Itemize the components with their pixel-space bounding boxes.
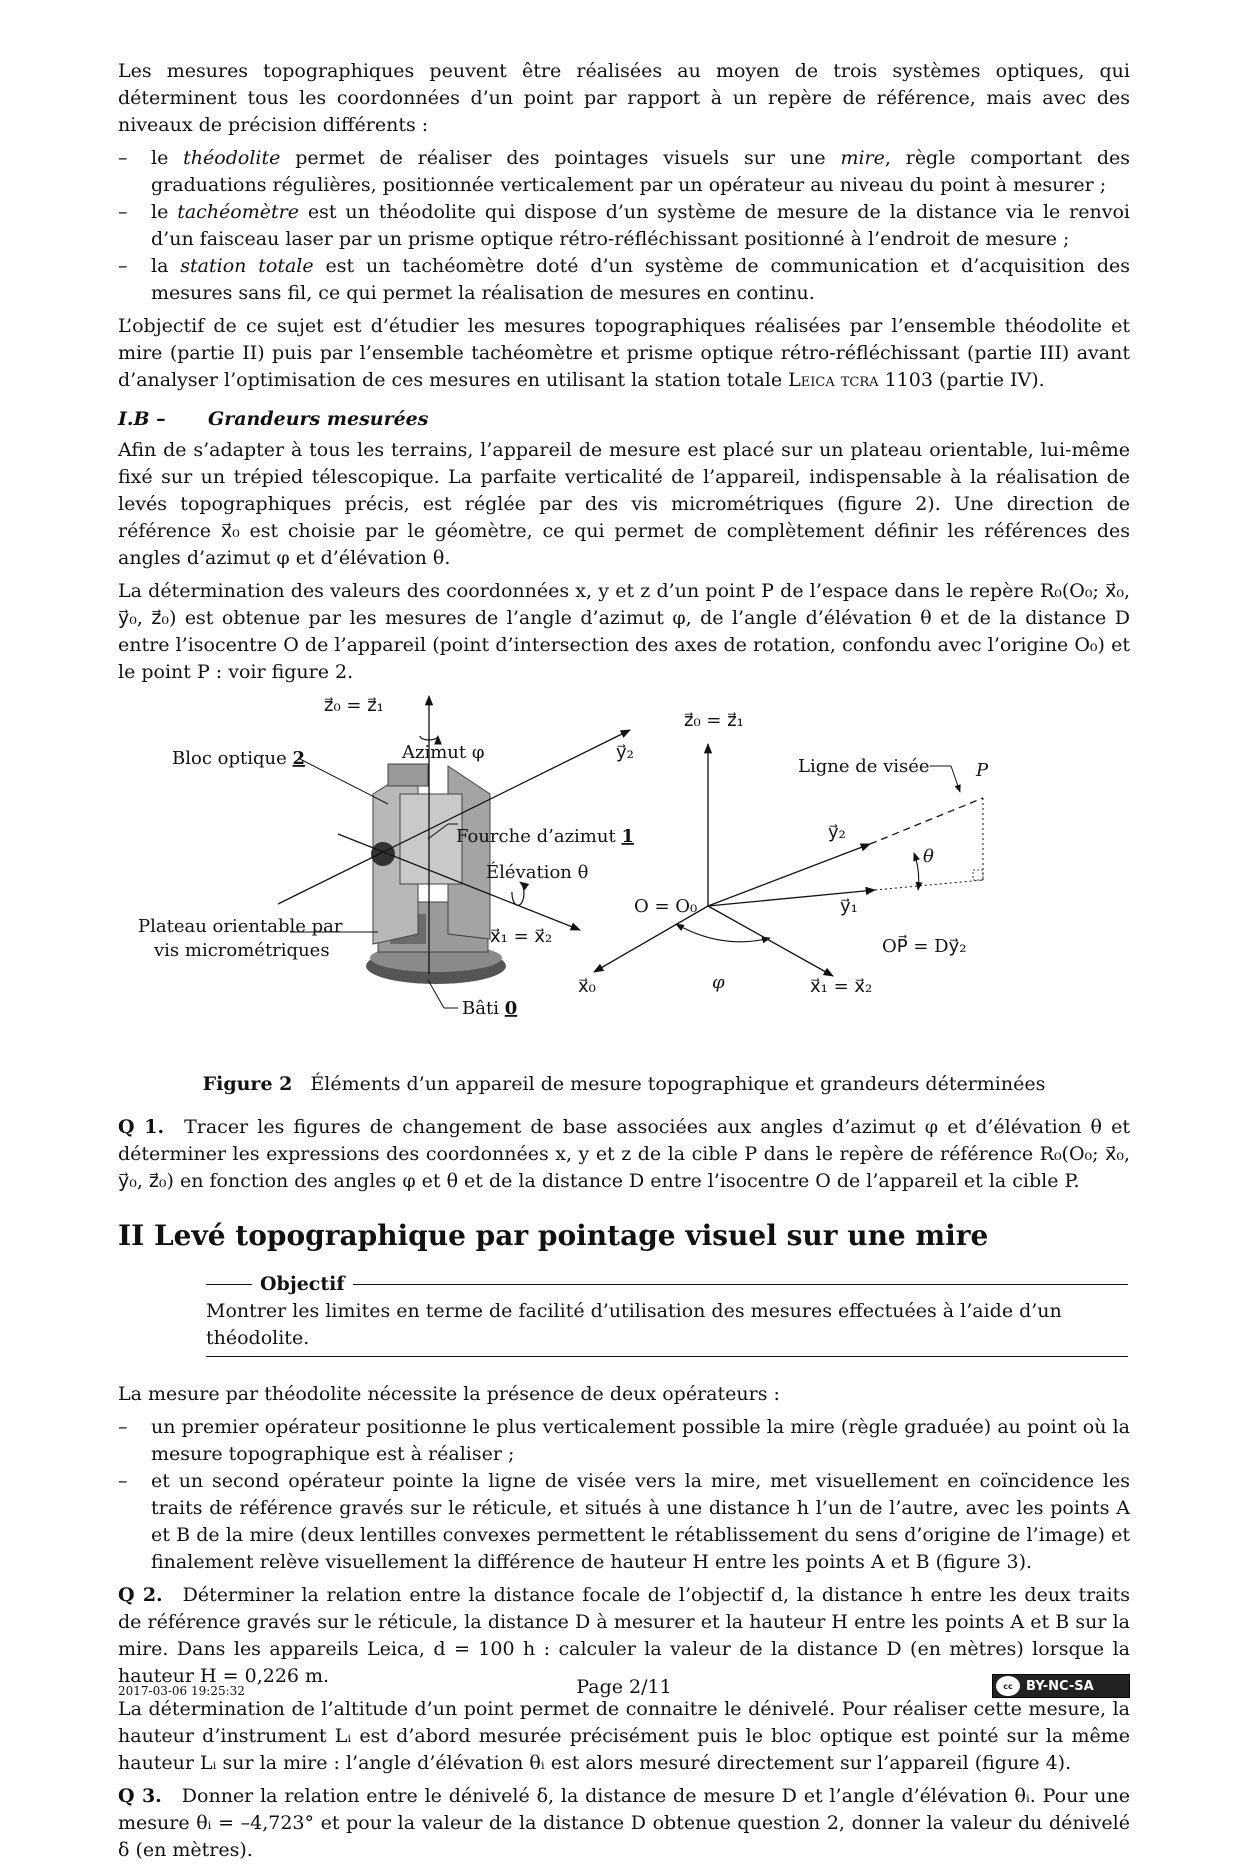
elevation-rotation-arrow [512,882,524,905]
section-ib-paragraph-2: La détermination des valeurs des coordonnées x, y et z d’un point P de l’espace dans le repère R₀(O₀; x⃗₀, y⃗₀, z⃗₀) est obtenue par les mesures de l’angle d’azimut φ, de l’angle d’élévation θ et de la distance D entre l’isocentre O de l’appareil (point d’intersection des axes de rotation, confondu avec l’origine O₀) et le point P : voir figure 2. [118,580,1130,683]
section-ii-paragraph-1: La mesure par théodolite nécessite la présence de deux opérateurs : [118,1383,780,1405]
right-y1-label: y⃗₁ [840,896,858,917]
left-z-label: z⃗₀ = z⃗₁ [324,695,384,716]
elevation-label: Élévation θ [486,862,589,883]
bati-leader [428,980,444,1008]
lens [371,842,395,866]
section-ii-paragraph-2: La détermination de l’altitude d’un point permet de connaitre le dénivelé. Pour réaliser cette mesure, la hauteur d’instrument Lᵢ est d’abord mesurée précisément puis le bloc optique est pointé sur la même hauteur Lᵢ sur la mire : l’angle d’élévation θᵢ est alors mesuré directement sur l’appareil (figure 4). [118,1698,1130,1774]
objectif-text: Montrer les limites en terme de facilité d’utilisation des mesures effectuées à l’aide d’un théodolite. [206,1298,1128,1357]
page-number: Page 2/11 [576,1676,672,1698]
instrument-illustration [366,764,506,984]
license-badge: cc BY-NC-SA [992,1674,1130,1698]
theta-label: θ [923,846,934,867]
figure-2-caption: Figure 2 Éléments d’un appareil de mesure topographique et grandeurs déterminées [202,1073,1046,1095]
bati-label: Bâti 0 [462,998,518,1019]
point-p-label: P [976,760,989,781]
top-handle [388,764,428,786]
fourche-label: Fourche d’azimut 1 [456,826,634,847]
creative-commons-icon: cc [996,1676,1020,1696]
section-ib-paragraph-1: Afin de s’adapter à tous les terrains, l’appareil de mesure est placé sur un plateau orientable, lui-même fixé sur un trépied télescopique. La parfaite verticalité de l’appareil, indispensable à la réalisation de levés topographiques précis, est réglée par des vis micrométriques (figure 2). Une direction de référence x⃗₀ est choisie par le géomètre, ce qui permet de complètement définir les références des angles d’azimut φ et d’élévation θ. [118,439,1130,569]
page-content [118,58,1130,1870]
origin-label: O = O₀ [634,896,698,917]
operator-list [118,1414,1130,1576]
section-ii-title: II Levé topographique par pointage visuel sur une mire [118,1219,989,1252]
intro-paragraph: Les mesures topographiques peuvent être réalisées au moyen de trois systèmes optiques, qui déterminent tous les coordonnées d’un point par rapport à un repère de référence, mais avec des niveaux de précision différents : [118,60,1130,136]
y1-projection [875,880,983,890]
right-x0-label: x⃗₀ [578,976,596,997]
page-footer [118,1674,1130,1698]
figure-2-diagram [118,694,1130,1069]
list-item: – et un second opérateur pointe la ligne de visée vers la mire, met visuellement en coïncidence les traits de référence gravés sur le réticule, et situés à une distance h l’un de l’autre, avec les points A et B de la mire (deux lentilles convexes permettent le rétablissement du sens d’origine de l’image) et finalement relève visuellement la différence de hauteur H entre les points A et B (figure 3). [118,1468,1130,1576]
bloc-optique-leader [298,758,388,804]
left-x-label: x⃗₁ = x⃗₂ [490,926,553,947]
question-3: Q 3. Donner la relation entre le dénivelé δ, la distance de mesure D et l’angle d’élévation θᵢ. Pour une mesure θᵢ = –4,723° et pour la valeur de la distance D obtenue question 2, donner la valeur du dénivelé δ (en mètres). [118,1785,1130,1861]
azimut-label: Azimut φ [402,742,485,763]
right-y2-label: y⃗₂ [828,822,846,843]
bloc-optique-label: Bloc optique 2 [172,748,306,769]
right-x1x2-label: x⃗₁ = x⃗₂ [810,976,873,997]
op-label: OP⃗ = Dy⃗₂ [882,936,967,957]
objectif-label: Objectif [260,1273,345,1295]
timestamp: 2017-03-06 19:25:32 [118,1684,245,1698]
objective-paragraph: L’objectif de ce sujet est d’étudier les mesures topographiques réalisées par l’ensemble théodolite et mire (partie II) puis par l’ensemble tachéomètre et prisme optique rétro-réfléchissant (partie III) avant d’analyser l’optimisation de ces mesures en utilisant la station totale Leica tcra 1103 (partie IV). [118,315,1130,391]
right-z-label: z⃗₀ = z⃗₁ [684,710,744,731]
line-of-sight [870,798,983,844]
ligne-visee-label: Ligne de visée [798,756,930,777]
section-ib-heading: I.B – Grandeurs mesurées [118,408,429,430]
instrument-list [118,145,1130,307]
phi-label: φ [712,972,725,993]
figure-2 [118,694,1130,1069]
objectif-box [206,1271,1128,1357]
right-angle-mark [973,870,983,880]
question-2: Q 2. Déterminer la relation entre la distance focale de l’objectif d, la distance h entre les deux traits de référence gravés sur le réticule, la distance D à mesurer et la hauteur H entre les points A et B sur la mire. Dans les appareils Leica, d = 100 h : calculer la valeur de la distance D (en mètres) lorsque la hauteur H = 0,226 m. [118,1584,1130,1687]
list-item: – un premier opérateur positionne le plus verticalement possible la mire (règle graduée) au point où la mesure topographique est à réaliser ; [118,1414,1130,1468]
list-item: – la station totale est un tachéomètre doté d’un système de communication et d’acquisition des mesures sans fil, ce qui permet la réalisation de mesures en continu. [118,253,1130,307]
question-1: Q 1. Tracer les figures de changement de base associées aux angles d’azimut φ et d’élévation θ et déterminer les expressions des coordonnées x, y et z de la cible P dans le repère de référence R₀(O₀; x⃗₀, y⃗₀, z⃗₀) en fonction des angles φ et θ et de la distance D entre l’isocentre O de l’appareil et la cible P. [118,1116,1130,1192]
theta-arc [914,853,919,890]
left-y2-label: y⃗₂ [616,742,634,763]
list-item: – le tachéomètre est un théodolite qui dispose d’un système de mesure de la distance via le renvoi d’un faisceau laser par un prisme optique rétro-réfléchissant positionné à l’endroit de mesure ; [118,199,1130,253]
list-item: – le théodolite permet de réaliser des pointages visuels sur une mire, règle comportant des graduations régulières, positionnée verticalement par un opérateur au niveau du point à mesurer ; [118,145,1130,199]
plateau-label-line1: Plateau orientable par [138,916,343,937]
plateau-label-line2: vis micrométriques [154,940,330,961]
